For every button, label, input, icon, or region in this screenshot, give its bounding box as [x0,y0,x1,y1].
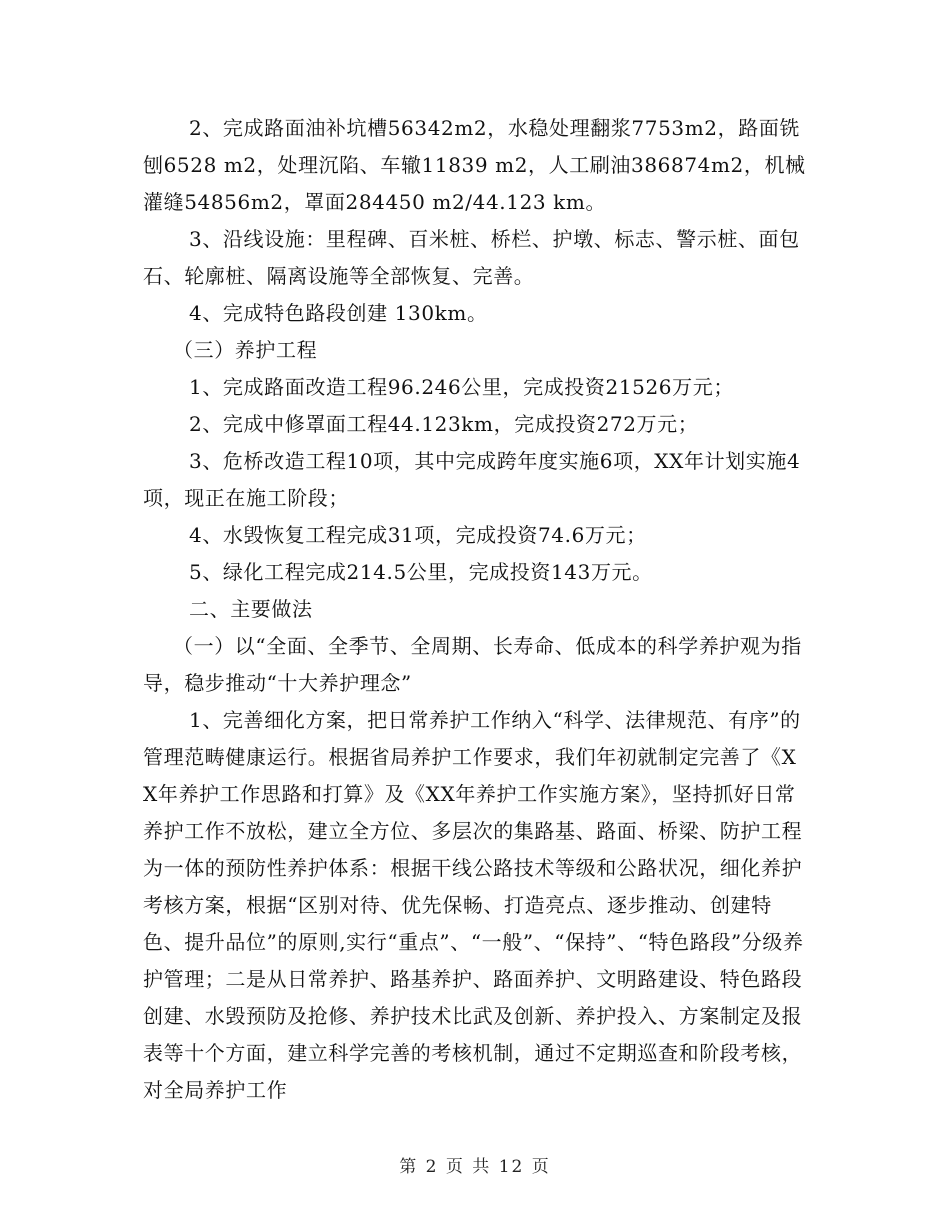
paragraph-roadside-facilities: 3、沿线设施：里程碑、百米桩、桥栏、护墩、标志、警示桩、面包石、轮廓桩、隔离设施等全部恢复、完善。 [143,227,800,288]
paragraph-feature-sections: 4、完成特色路段创建 130km。 [189,301,488,325]
paragraph-flood-repair: 4、水毁恢复工程完成31项，完成投资74.6万元； [189,523,647,547]
section-heading-main-practices: 二、主要做法 [189,597,313,621]
paragraph-overlay-works: 2、完成中修罩面工程44.123km，完成投资272万元； [189,412,699,436]
page-footer: 第 2 页 共 12 页 [399,1157,551,1177]
paragraph-greening: 5、绿化工程完成214.5公里，完成投资143万元。 [189,560,653,584]
paragraph-bridge-renovation: 3、危桥改造工程10项，其中完成跨年度实施6项，XX年计划实施4项，现正在施工阶段； [143,449,801,510]
section-heading-maintenance-works: （三）养护工程 [173,338,318,362]
paragraph-refine-plan: 1、完善细化方案，把日常养护工作纳入“科学、法律规范、有序”的管理范畴健康运行。根据省局养护工作要求，我们年初就制定完善了《XX年养护工作思路和打算》及《XX年养护工作实施方案》，坚持抓好日常养护工作不放松，建立全方位、多层次的集路基、路面、桥梁、防护工程为一体的预防性养护体系：根据干线公路技术等级和公路状况，细化养护考核方案，根据“区别对待、优先保畅、打造亮点、逐步推动、创建特色、提升品位”的原则,实行“重点”、“一般”、“保持”、“特色路段”分级养护管理；二是从日常养护、路基养护、路面养护、文明路建设、特色路段创建、水毁预防及抢修、养护技术比武及创新、养护投入、方案制定及报表等十个方面，建立科学完善的考核机制，通过不定期巡查和阶段考核，对全局养护工作 [143,708,804,1102]
paragraph-pavement-repair: 2、完成路面油补坑槽56342m2，水稳处理翻浆7753m2，路面铣刨6528 m2，处理沉陷、车辙11839 m2，人工刷油386874m2，机械灌缝54856m2，罩面284450 m2/44.123 km。 [143,116,806,214]
paragraph-pavement-renovation: 1、完成路面改造工程96.246公里，完成投资21526万元； [189,375,734,399]
subsection-heading-scientific-maintenance: （一）以“全面、全季节、全周期、长寿命、低成本的科学养护观为指导，稳步推动“十大养护理念” [143,634,802,695]
document-body [143,110,808,1109]
